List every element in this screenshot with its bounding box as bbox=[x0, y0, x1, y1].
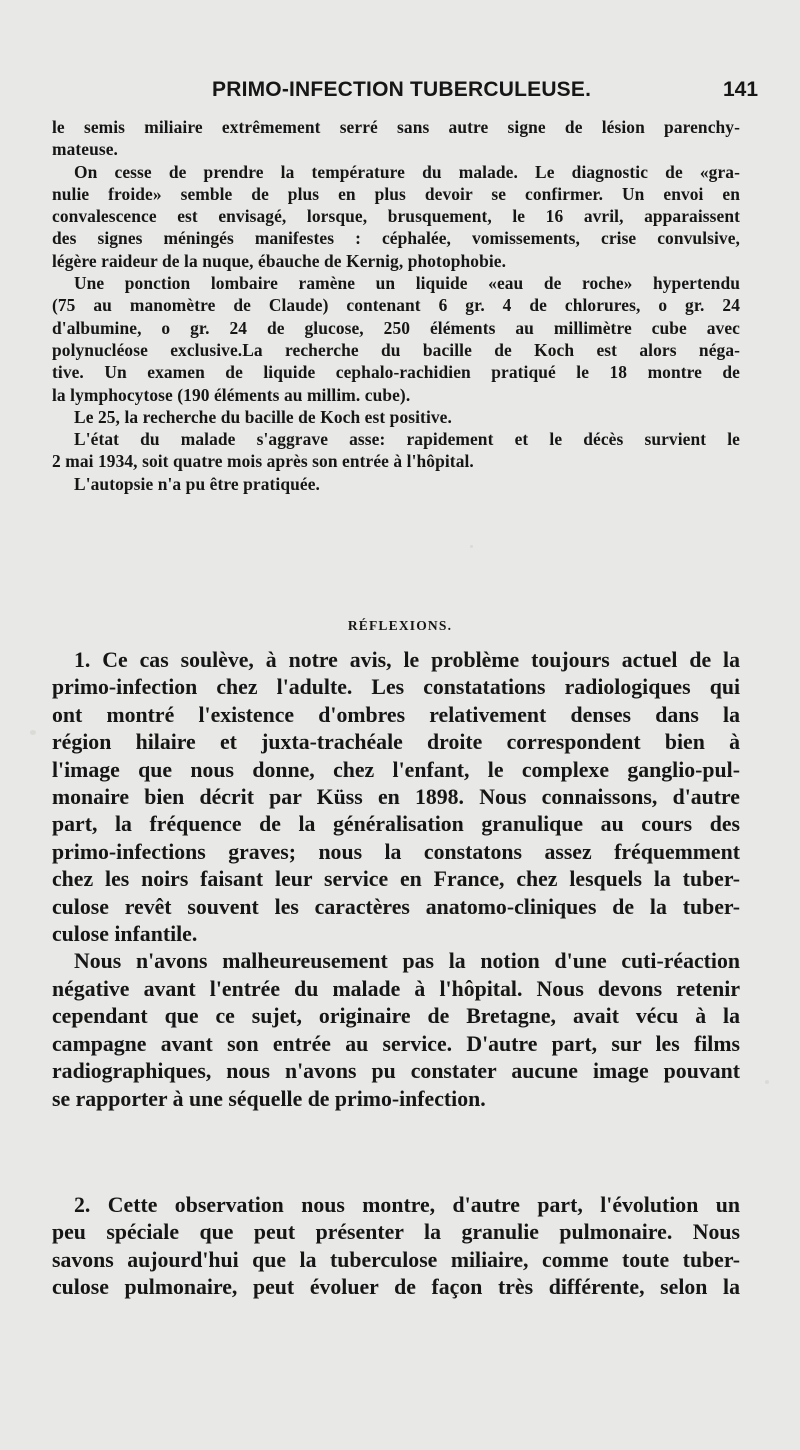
text-line: monaire bien décrit par Küss en 1898. Nous connaissons, d'autre bbox=[52, 785, 740, 810]
text-line: Le 25, la recherche du bacille de Koch est positive. bbox=[74, 406, 452, 427]
text-line: se rapporter à une séquelle de primo-infection. bbox=[52, 1086, 486, 1111]
page-number: 141 bbox=[723, 78, 759, 101]
text-line: culose infantile. bbox=[52, 922, 198, 947]
text-line: radiographiques, nous n'avons pu constater aucune image pouvant bbox=[52, 1059, 740, 1084]
scan-speck bbox=[30, 730, 36, 735]
text-line: primo-infection chez l'adulte. Les constatations radiologiques qui bbox=[52, 675, 740, 700]
text-line: légère raideur de la nuque, ébauche de Kernig, photophobie. bbox=[52, 250, 507, 271]
text-line: tive. Un examen de liquide cephalo-rachidien pratiqué le 18 montre de bbox=[52, 362, 740, 383]
text-line: convalescence est envisagé, lorsque, brusquement, le 16 avril, apparaissent bbox=[52, 206, 740, 227]
text-line: 2 mai 1934, soit quatre mois après son entrée à l'hôpital. bbox=[52, 451, 474, 472]
text-line: 1. Ce cas soulève, à notre avis, le problème toujours actuel de la bbox=[74, 648, 740, 672]
text-line: culose pulmonaire, peut évoluer de façon très différente, selon la bbox=[52, 1275, 740, 1300]
text-line: la lymphocytose (190 éléments au millim. cube). bbox=[52, 384, 411, 405]
text-line: savons aujourd'hui que la tuberculose miliaire, comme toute tuber- bbox=[52, 1247, 740, 1272]
text-line: part, la fréquence de la généralisation granulique au cours des bbox=[52, 812, 740, 837]
running-header bbox=[0, 78, 800, 108]
text-line: d'albumine, o gr. 24 de glucose, 250 éléments au millimètre cube avec bbox=[52, 317, 740, 338]
text-line: polynucléose exclusive.La recherche du bacille de Koch est alors néga- bbox=[52, 339, 740, 360]
text-line: peu spéciale que peut présenter la granulie pulmonaire. Nous bbox=[52, 1220, 740, 1245]
section-heading: RÉFLEXIONS. bbox=[347, 618, 453, 633]
scan-speck bbox=[765, 1080, 769, 1084]
text-line: 2. Cette observation nous montre, d'autre part, l'évolution un bbox=[74, 1193, 740, 1217]
text-line: l'image que nous donne, chez l'enfant, le complexe ganglio-pul- bbox=[52, 757, 740, 782]
text-line: le semis miliaire extrêmement serré sans autre signe de lésion parenchy- bbox=[52, 117, 740, 137]
reflexions-paragraphs bbox=[52, 647, 740, 1113]
scan-speck bbox=[470, 545, 473, 548]
text-line: campagne avant son entrée au service. D'autre part, sur les films bbox=[52, 1031, 740, 1056]
text-line: Nous n'avons malheureusement pas la notion d'une cuti-réaction bbox=[74, 949, 740, 974]
text-line: culose revêt souvent les caractères anatomo-cliniques de la tuber- bbox=[52, 894, 740, 919]
text-line: région hilaire et juxta-trachéale droite correspondent bien à bbox=[52, 730, 740, 755]
text-line: nulie froide» semble de plus en plus devoir se confirmer. Un envoi en bbox=[52, 183, 740, 204]
text-line: ont montré l'existence d'ombres relativement denses dans la bbox=[52, 702, 740, 727]
text-line: On cesse de prendre la température du malade. Le diagnostic de «gra- bbox=[74, 161, 740, 182]
header-title: PRIMO-INFECTION TUBERCULEUSE. bbox=[212, 78, 592, 101]
text-line: cependant que ce sujet, originaire de Bretagne, avait vécu à la bbox=[52, 1004, 740, 1029]
text-line: (75 au manomètre de Claude) contenant 6 gr. 4 de chlorures, o gr. 24 bbox=[52, 295, 740, 316]
case-paragraphs bbox=[52, 116, 740, 495]
text-line: mateuse. bbox=[52, 139, 118, 160]
text-line: Une ponction lombaire ramène un liquide «eau de roche» hypertendu bbox=[74, 273, 740, 294]
text-line: L'état du malade s'aggrave asse: rapidement et le décès survient le bbox=[74, 429, 740, 450]
text-line: négative avant l'entrée du malade à l'hôpital. Nous devons retenir bbox=[52, 976, 740, 1001]
text-line: des signes méningés manifestes : céphalée, vomissements, crise convulsive, bbox=[52, 228, 740, 249]
text-line: L'autopsie n'a pu être pratiquée. bbox=[74, 473, 320, 494]
text-line: primo-infections graves; nous la constatons assez fréquemment bbox=[52, 839, 740, 864]
point-two-paragraph bbox=[52, 1192, 740, 1302]
text-line: chez les noirs faisant leur service en France, chez lesquels la tuber- bbox=[52, 867, 740, 892]
